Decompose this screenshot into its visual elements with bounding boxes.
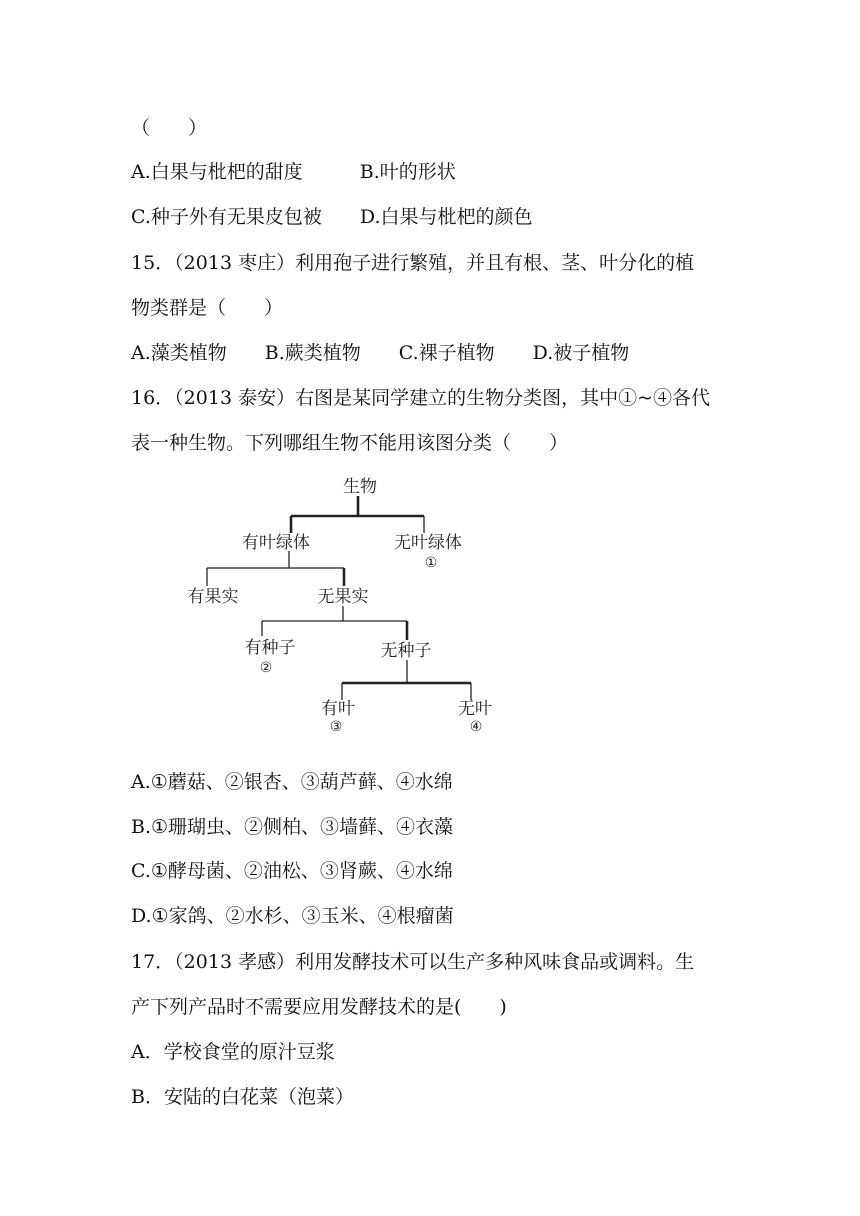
q15-stem-line1: 15．（2013 枣庄）利用孢子进行繁殖，并且有根、茎、叶分化的植 — [131, 252, 695, 274]
node-with-chloroplast: 有叶绿体 — [242, 533, 310, 553]
q17-stem-line1: 17．（2013 孝感）利用发酵技术可以生产多种风味食品或调料。生 — [131, 951, 695, 973]
node-without-seed: 无种子 — [380, 641, 432, 661]
q17-option-b: B．安陆的白花菜（泡菜） — [131, 1086, 354, 1108]
marker-3: ③ — [329, 719, 343, 735]
q17-stem-line2: 产下列产品时不需要应用发酵技术的是( ) — [131, 996, 507, 1018]
q15-stem-line2: 物类群是（ ） — [131, 297, 284, 319]
q16-option-a: A.①蘑菇、②银杏、③葫芦藓、④水绵 — [131, 771, 453, 793]
q15-options: A.藻类植物 B.蕨类植物 C.裸子植物 D.被子植物 — [131, 342, 630, 364]
q16-stem-line1: 16．（2013 泰安）右图是某同学建立的生物分类图，其中①~④各代 — [131, 387, 710, 409]
q17-option-a: A．学校食堂的原汁豆浆 — [131, 1041, 335, 1063]
q14-options-ab: A.白果与枇杷的甜度 B.叶的形状 — [131, 161, 456, 183]
node-with-leaf: 有叶 — [321, 699, 355, 719]
q16-option-d: D.①家鸽、②水杉、③玉米、④根瘤菌 — [131, 905, 454, 927]
q16-stem-line2: 表一种生物。下列哪组生物不能用该图分类（ ） — [131, 432, 569, 454]
marker-1: ① — [424, 555, 438, 571]
answer-blank: （ ） — [131, 117, 208, 139]
node-without-chloroplast: 无叶绿体 — [394, 533, 462, 553]
node-without-fruit: 无果实 — [317, 587, 369, 607]
marker-2: ② — [259, 660, 273, 676]
node-organism: 生物 — [343, 477, 377, 497]
node-with-seed: 有种子 — [244, 638, 296, 658]
node-without-leaf: 无叶 — [458, 699, 492, 719]
q14-options-cd: C.种子外有无果皮包被 D.白果与枇杷的颜色 — [131, 206, 533, 228]
q16-option-c: C.①酵母菌、②油松、③肾蕨、④水绵 — [131, 860, 453, 882]
marker-4: ④ — [469, 719, 483, 735]
q16-option-b: B.①珊瑚虫、②侧柏、③墙藓、④衣藻 — [131, 816, 454, 838]
node-with-fruit: 有果实 — [187, 587, 239, 607]
